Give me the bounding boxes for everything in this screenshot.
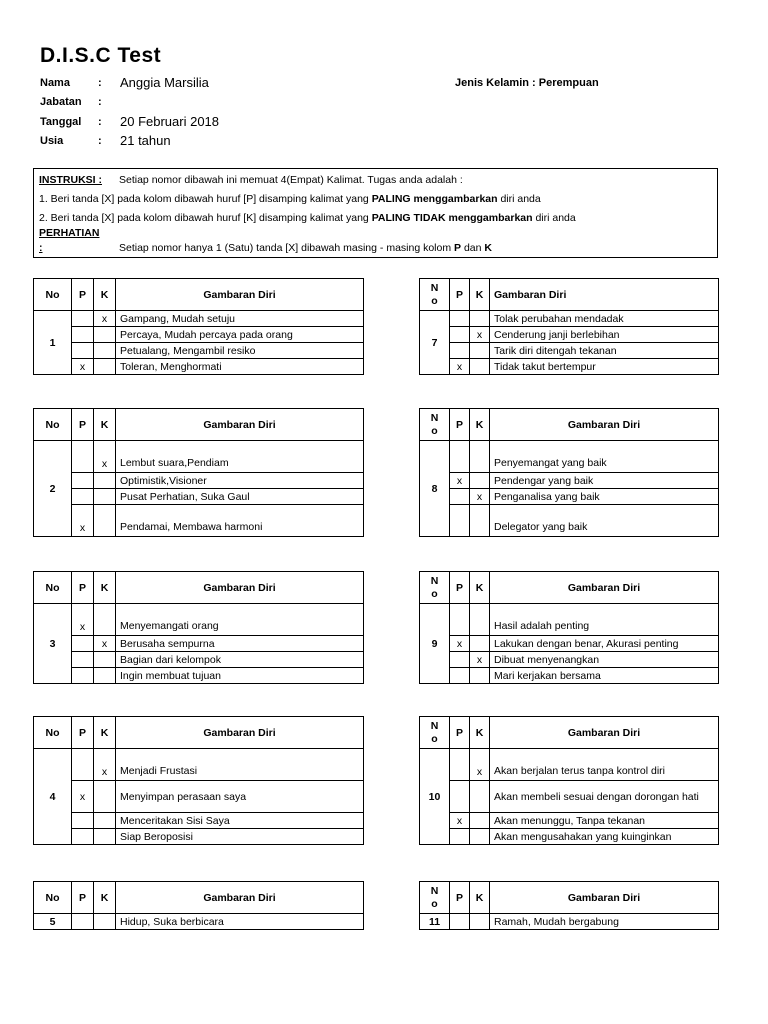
- k-mark-cell[interactable]: x: [470, 489, 490, 505]
- table-row: [420, 636, 719, 652]
- header-no-line-1: N: [430, 884, 439, 897]
- tanggal-label: Tanggal: [40, 116, 82, 128]
- table-row: [420, 473, 719, 489]
- p-mark-cell[interactable]: [450, 749, 470, 781]
- k-mark-cell[interactable]: [94, 473, 116, 489]
- header-row: [34, 409, 364, 441]
- table-row: [420, 914, 719, 930]
- k-mark-cell[interactable]: [470, 668, 490, 684]
- gambaran-diri-text: Optimistik,Visioner: [116, 473, 364, 489]
- p-mark-cell[interactable]: [72, 441, 94, 473]
- header-p: P: [72, 717, 94, 749]
- perhatian-dan: dan: [461, 242, 485, 254]
- p-mark-cell[interactable]: x: [450, 359, 470, 375]
- table-row: [420, 668, 719, 684]
- k-mark-cell[interactable]: [470, 311, 490, 327]
- disc-table-2: [33, 408, 364, 537]
- p-mark-cell[interactable]: x: [450, 813, 470, 829]
- gambaran-diri-text: Hasil adalah penting: [490, 604, 719, 636]
- question-number: 3: [34, 604, 72, 684]
- gambaran-diri-text: Toleran, Menghormati: [116, 359, 364, 375]
- table-row: [420, 311, 719, 327]
- gambaran-diri-text: Lembut suara,Pendiam: [116, 441, 364, 473]
- instruction-box: [33, 168, 718, 258]
- p-mark-cell[interactable]: [72, 668, 94, 684]
- k-mark-cell[interactable]: [94, 505, 116, 537]
- gambaran-diri-text: Mari kerjakan bersama: [490, 668, 719, 684]
- table-row: [420, 813, 719, 829]
- header-p: P: [72, 279, 94, 311]
- perhatian-colon: [39, 242, 43, 254]
- instruction-line-1: [39, 193, 541, 205]
- gambaran-diri-text: Akan menunggu, Tanpa tekanan: [490, 813, 719, 829]
- header-no: No: [34, 882, 72, 914]
- colon: :: [98, 96, 102, 108]
- k-mark-cell[interactable]: [94, 489, 116, 505]
- header-row: [34, 279, 364, 311]
- header-row: [420, 279, 719, 311]
- p-mark-cell[interactable]: [450, 604, 470, 636]
- gambaran-diri-text: Bagian dari kelompok: [116, 652, 364, 668]
- header-no-line-2: o: [431, 897, 438, 910]
- perhatian-k: K: [484, 242, 492, 254]
- header-k: K: [94, 409, 116, 441]
- table-row: [34, 505, 364, 537]
- perhatian-label: [39, 227, 99, 239]
- p-mark-cell[interactable]: x: [72, 359, 94, 375]
- p-mark-cell[interactable]: [72, 813, 94, 829]
- jabatan-label: Jabatan: [40, 96, 82, 108]
- k-mark-cell[interactable]: [94, 781, 116, 813]
- k-mark-cell[interactable]: [470, 636, 490, 652]
- k-mark-cell[interactable]: [470, 829, 490, 845]
- disc-table-1: [33, 278, 364, 375]
- gambaran-diri-text: Ramah, Mudah bergabung: [490, 914, 719, 930]
- gambaran-diri-text: Penganalisa yang baik: [490, 489, 719, 505]
- header-row: [34, 882, 364, 914]
- perhatian-title: PERHATIAN: [39, 227, 100, 239]
- header-gambaran-diri: Gambaran Diri: [490, 882, 719, 914]
- table-row: [420, 749, 719, 781]
- header-no: No: [34, 572, 72, 604]
- disc-table-10: [419, 716, 719, 845]
- table-row: [34, 489, 364, 505]
- gambaran-diri-text: Ingin membuat tujuan: [116, 668, 364, 684]
- table-row: [34, 781, 364, 813]
- p-mark-cell[interactable]: [72, 343, 94, 359]
- header-gambaran-diri: Gambaran Diri: [116, 717, 364, 749]
- table-row: [420, 343, 719, 359]
- p-mark-cell[interactable]: [450, 343, 470, 359]
- header-gambaran-diri: Gambaran Diri: [116, 409, 364, 441]
- k-mark-cell[interactable]: [94, 668, 116, 684]
- instruksi-label: INSTRUKSI :: [39, 174, 102, 186]
- table-row: [34, 813, 364, 829]
- instruction-1-emphasis: PALING menggambarkan: [371, 193, 498, 205]
- header-no-line-2: o: [431, 732, 438, 745]
- header-gambaran-diri: Gambaran Diri: [490, 279, 719, 311]
- gambaran-diri-text: Lakukan dengan benar, Akurasi penting: [490, 636, 719, 652]
- instruction-2-text: 2. Beri tanda [X] pada kolom dibawah huruf [K] disamping kalimat yang: [39, 212, 372, 224]
- table-row: [34, 749, 364, 781]
- gambaran-diri-text: Percaya, Mudah percaya pada orang: [116, 327, 364, 343]
- disc-table-5: [33, 881, 364, 930]
- header-no-line-1: N: [430, 574, 439, 587]
- table-row: [34, 441, 364, 473]
- k-mark-cell[interactable]: x: [470, 327, 490, 343]
- instruksi-text: Setiap nomor dibawah ini memuat 4(Empat) Kalimat. Tugas anda adalah :: [119, 174, 463, 186]
- p-mark-cell[interactable]: [72, 473, 94, 489]
- header-gambaran-diri: Gambaran Diri: [490, 572, 719, 604]
- p-mark-cell[interactable]: x: [72, 781, 94, 813]
- header-p: P: [450, 409, 470, 441]
- table-row: [420, 829, 719, 845]
- header-gambaran-diri: Gambaran Diri: [116, 572, 364, 604]
- instruction-1-text: 1. Beri tanda [X] pada kolom dibawah huruf [P] disamping kalimat yang: [39, 193, 372, 205]
- p-mark-cell[interactable]: x: [450, 473, 470, 489]
- question-number: 9: [420, 604, 450, 684]
- p-mark-cell[interactable]: [72, 489, 94, 505]
- header-row: [420, 882, 719, 914]
- p-mark-cell[interactable]: [450, 441, 470, 473]
- k-mark-cell[interactable]: [470, 781, 490, 813]
- table-row: [34, 311, 364, 327]
- header-no: [420, 279, 450, 311]
- header-no-line-2: o: [431, 294, 438, 307]
- k-mark-cell[interactable]: [94, 327, 116, 343]
- header-k: K: [94, 717, 116, 749]
- instruksi-line: [39, 174, 463, 186]
- instruction-2-emphasis: PALING TIDAK menggambarkan: [371, 212, 533, 224]
- k-mark-cell[interactable]: [470, 343, 490, 359]
- gambaran-diri-text: Cenderung janji berlebihan: [490, 327, 719, 343]
- header-gambaran-diri: Gambaran Diri: [116, 279, 364, 311]
- k-mark-cell[interactable]: [470, 813, 490, 829]
- gambaran-diri-text: Akan membeli sesuai dengan dorongan hati: [490, 781, 719, 813]
- gambaran-diri-text: Tidak takut bertempur: [490, 359, 719, 375]
- p-mark-cell[interactable]: [72, 327, 94, 343]
- header-k: K: [470, 882, 490, 914]
- perhatian-colon-text: :: [39, 242, 43, 254]
- gambaran-diri-text: Gampang, Mudah setuju: [116, 311, 364, 327]
- tanggal-value: 20 Februari 2018: [120, 114, 220, 129]
- perhatian-line: [119, 242, 492, 254]
- p-mark-cell[interactable]: [72, 749, 94, 781]
- p-mark-cell[interactable]: [450, 668, 470, 684]
- table-row: [34, 668, 364, 684]
- header-row: [34, 717, 364, 749]
- header-p: P: [72, 409, 94, 441]
- question-number: 10: [420, 749, 450, 845]
- question-number: 2: [34, 441, 72, 537]
- gambaran-diri-text: Hidup, Suka berbicara: [116, 914, 364, 930]
- question-number: 5: [34, 914, 72, 930]
- gambaran-diri-text: Menjadi Frustasi: [116, 749, 364, 781]
- k-mark-cell[interactable]: [94, 813, 116, 829]
- header-no: No: [34, 409, 72, 441]
- instruction-2-end: diri anda: [532, 212, 576, 224]
- p-mark-cell[interactable]: [450, 781, 470, 813]
- header-gambaran-diri: Gambaran Diri: [490, 409, 719, 441]
- p-mark-cell[interactable]: x: [450, 636, 470, 652]
- question-number: 8: [420, 441, 450, 537]
- p-mark-cell[interactable]: [450, 652, 470, 668]
- header-gambaran-diri: Gambaran Diri: [490, 717, 719, 749]
- usia-value: 21 tahun: [120, 133, 171, 148]
- header-p: P: [450, 882, 470, 914]
- k-mark-cell[interactable]: x: [94, 636, 116, 652]
- header-no: No: [34, 717, 72, 749]
- table-row: [420, 505, 719, 537]
- header-no-line-1: N: [430, 281, 439, 294]
- usia-label: Usia: [40, 135, 64, 147]
- gambaran-diri-text: Akan berjalan terus tanpa kontrol diri: [490, 749, 719, 781]
- header-gambaran-diri: Gambaran Diri: [116, 882, 364, 914]
- gambaran-diri-text: Menyemangati orang: [116, 604, 364, 636]
- header-no: No: [34, 279, 72, 311]
- table-row: [420, 652, 719, 668]
- k-mark-cell[interactable]: x: [94, 749, 116, 781]
- k-mark-cell[interactable]: [470, 604, 490, 636]
- table-row: [34, 914, 364, 930]
- p-mark-cell[interactable]: [72, 636, 94, 652]
- header-k: K: [470, 572, 490, 604]
- header-k: K: [94, 279, 116, 311]
- k-mark-cell[interactable]: x: [94, 441, 116, 473]
- header-no: [420, 409, 450, 441]
- k-mark-cell[interactable]: [470, 359, 490, 375]
- header-k: K: [470, 717, 490, 749]
- table-row: [34, 359, 364, 375]
- header-row: [34, 572, 364, 604]
- k-mark-cell[interactable]: x: [470, 749, 490, 781]
- header-p: P: [450, 279, 470, 311]
- disc-table-11: [419, 881, 719, 930]
- k-mark-cell[interactable]: [94, 343, 116, 359]
- p-mark-cell[interactable]: x: [72, 604, 94, 636]
- gambaran-diri-text: Pusat Perhatian, Suka Gaul: [116, 489, 364, 505]
- gambaran-diri-text: Delegator yang baik: [490, 505, 719, 537]
- table-row: [34, 327, 364, 343]
- gambaran-diri-text: Petualang, Mengambil resiko: [116, 343, 364, 359]
- k-mark-cell[interactable]: [94, 359, 116, 375]
- p-mark-cell[interactable]: x: [72, 505, 94, 537]
- k-mark-cell[interactable]: x: [470, 652, 490, 668]
- header-row: [420, 572, 719, 604]
- header-no: [420, 717, 450, 749]
- perhatian-text: Setiap nomor hanya 1 (Satu) tanda [X] dibawah masing - masing kolom: [119, 242, 455, 254]
- disc-table-8: [419, 408, 719, 537]
- k-mark-cell[interactable]: [470, 505, 490, 537]
- header-no: [420, 882, 450, 914]
- table-row: [34, 343, 364, 359]
- gambaran-diri-text: Pendamai, Membawa harmoni: [116, 505, 364, 537]
- gender-info: Jenis Kelamin : Perempuan: [455, 77, 599, 89]
- p-mark-cell[interactable]: [72, 829, 94, 845]
- colon: :: [98, 77, 102, 89]
- table-row: [34, 652, 364, 668]
- k-mark-cell[interactable]: [94, 914, 116, 930]
- p-mark-cell[interactable]: [72, 311, 94, 327]
- question-number: 7: [420, 311, 450, 375]
- disc-table-7: [419, 278, 719, 375]
- nama-value: Anggia Marsilia: [120, 75, 209, 90]
- k-mark-cell[interactable]: x: [94, 311, 116, 327]
- disc-table-4: [33, 716, 364, 845]
- table-row: [420, 781, 719, 813]
- gambaran-diri-text: Siap Beroposisi: [116, 829, 364, 845]
- k-mark-cell[interactable]: [94, 829, 116, 845]
- header-no-line-2: o: [431, 587, 438, 600]
- disc-table-9: [419, 571, 719, 684]
- gambaran-diri-text: Tolak perubahan mendadak: [490, 311, 719, 327]
- table-row: [34, 473, 364, 489]
- gambaran-diri-text: Akan mengusahakan yang kuinginkan: [490, 829, 719, 845]
- p-mark-cell[interactable]: [450, 914, 470, 930]
- k-mark-cell[interactable]: [94, 652, 116, 668]
- header-p: P: [72, 882, 94, 914]
- question-number: 11: [420, 914, 450, 930]
- p-mark-cell[interactable]: [450, 829, 470, 845]
- instruction-1-end: diri anda: [497, 193, 541, 205]
- header-p: P: [450, 717, 470, 749]
- colon: :: [98, 116, 102, 128]
- table-row: [420, 604, 719, 636]
- header-row: [420, 717, 719, 749]
- header-no: [420, 572, 450, 604]
- header-p: P: [72, 572, 94, 604]
- gambaran-diri-text: Menyimpan perasaan saya: [116, 781, 364, 813]
- gambaran-diri-text: Menceritakan Sisi Saya: [116, 813, 364, 829]
- instruction-line-2: [39, 212, 576, 224]
- k-mark-cell[interactable]: [470, 473, 490, 489]
- table-row: [34, 604, 364, 636]
- question-number: 1: [34, 311, 72, 375]
- table-row: [420, 359, 719, 375]
- p-mark-cell[interactable]: [450, 505, 470, 537]
- disc-table-3: [33, 571, 364, 684]
- table-row: [34, 829, 364, 845]
- question-number: 4: [34, 749, 72, 845]
- k-mark-cell[interactable]: [470, 441, 490, 473]
- header-k: K: [470, 279, 490, 311]
- header-k: K: [94, 882, 116, 914]
- table-row: [34, 636, 364, 652]
- header-row: [420, 409, 719, 441]
- p-mark-cell[interactable]: [450, 489, 470, 505]
- header-no-line-1: N: [430, 411, 439, 424]
- k-mark-cell[interactable]: [94, 604, 116, 636]
- p-mark-cell[interactable]: [450, 327, 470, 343]
- header-no-line-1: N: [430, 719, 439, 732]
- nama-label: Nama: [40, 77, 70, 89]
- header-k: K: [94, 572, 116, 604]
- header-p: P: [450, 572, 470, 604]
- p-mark-cell[interactable]: [72, 652, 94, 668]
- p-mark-cell[interactable]: [450, 311, 470, 327]
- header-k: K: [470, 409, 490, 441]
- colon: :: [98, 135, 102, 147]
- table-row: [420, 327, 719, 343]
- page-title: D.I.S.C Test: [40, 44, 162, 67]
- gambaran-diri-text: Berusaha sempurna: [116, 636, 364, 652]
- gambaran-diri-text: Penyemangat yang baik: [490, 441, 719, 473]
- perhatian-p: P: [454, 242, 462, 254]
- table-row: [420, 441, 719, 473]
- k-mark-cell[interactable]: [470, 914, 490, 930]
- p-mark-cell[interactable]: [72, 914, 94, 930]
- gambaran-diri-text: Tarik diri ditengah tekanan: [490, 343, 719, 359]
- header-no-line-2: o: [431, 424, 438, 437]
- table-row: [420, 489, 719, 505]
- gambaran-diri-text: Pendengar yang baik: [490, 473, 719, 489]
- gambaran-diri-text: Dibuat menyenangkan: [490, 652, 719, 668]
